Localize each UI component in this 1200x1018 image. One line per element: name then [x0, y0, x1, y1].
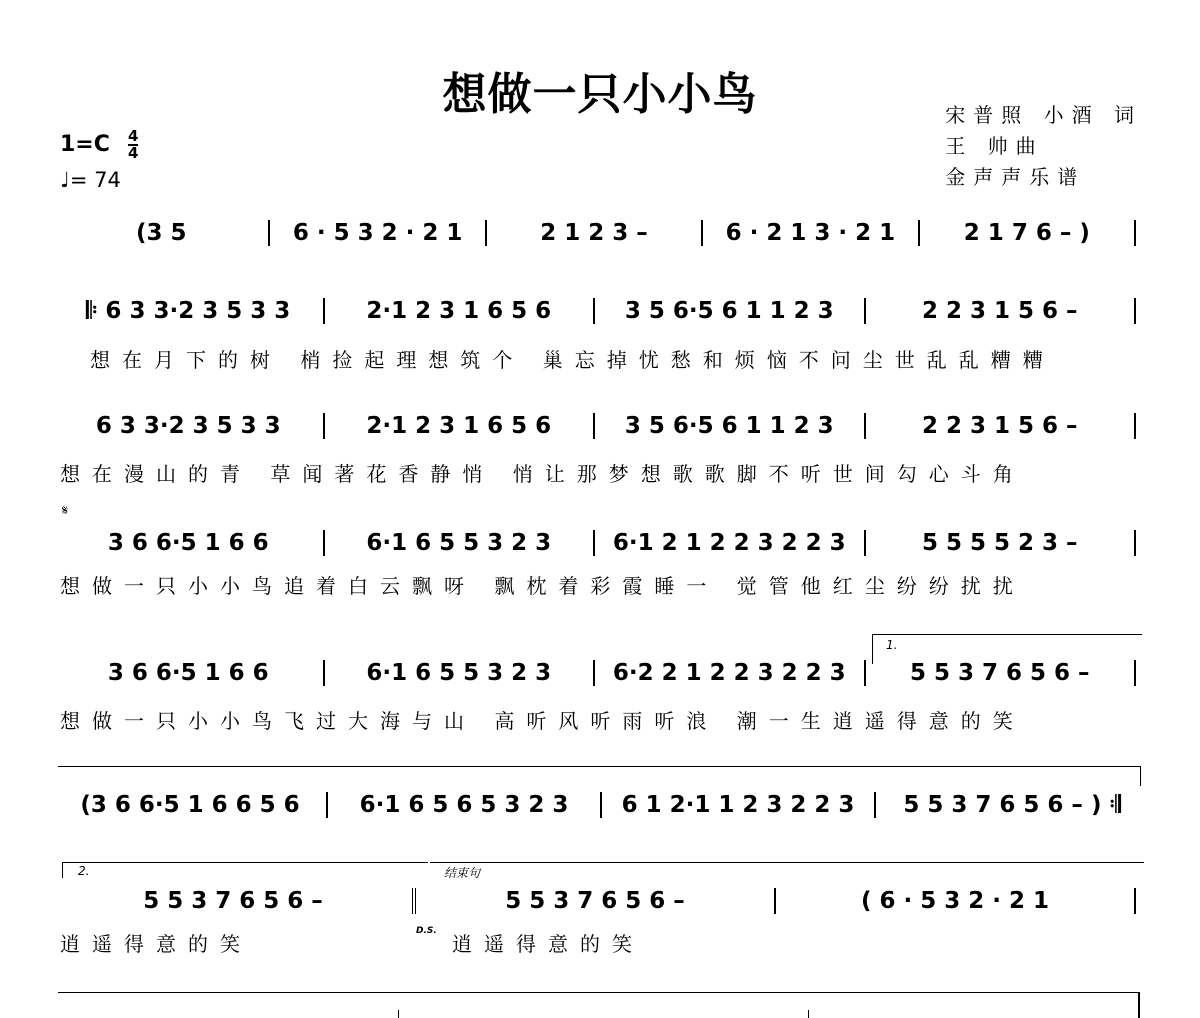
- lyric-line-1: 想在月下的树 梢捡起理想筑个 巢忘掉忧愁和烦恼不问尘世乱乱糟糟: [90, 348, 1055, 372]
- measure: 6·1 6 5 5 3 2 3: [366, 530, 552, 556]
- score-row-3: [60, 413, 1142, 439]
- measure: 3 6 6·5 1 6 6: [107, 530, 269, 556]
- measure: 6·1 6 5 5 3 2 3: [366, 660, 552, 686]
- ending-2-label: 2.: [78, 864, 90, 878]
- measure: 5 5 3 7 6 5 6 – ) 𝄇: [903, 792, 1121, 818]
- time-signature: 4 4: [128, 127, 139, 162]
- measure: 6 1 2·1 1 2 3 2 2 3: [621, 792, 855, 818]
- ds-mark: D.S.: [416, 926, 437, 936]
- measure: 5 5 3 7 6 5 6 –: [505, 888, 685, 914]
- measure: 5 5 3 7 6 5 6 –: [909, 660, 1090, 686]
- measure: (3 6 6·5 1 6 6 5 6: [80, 792, 300, 818]
- measure: 6 3 3·2 3 5 3 3: [95, 413, 281, 439]
- measure: 5 5 3 7 6 5 6 –: [143, 888, 323, 914]
- composer: 王 帅曲: [945, 134, 1044, 158]
- measure: 6 · 5 3 2 · 2 1: [292, 220, 463, 246]
- lyric-line-4: 想做一只小小鸟飞过大海与山 高听风听雨听浪 潮一生逍遥得意的笑: [60, 709, 1025, 733]
- measure: 6·1 2 1 2 2 3 2 2 3: [612, 530, 846, 556]
- measure: 2 2 3 1 5 6 –: [921, 298, 1078, 324]
- measure: 2·1 2 3 1 6 5 6: [366, 298, 552, 324]
- key-signature: 1=C: [60, 132, 110, 157]
- credits: [945, 100, 1142, 193]
- measure: 6·2 2 1 2 2 3 2 2 3: [612, 660, 846, 686]
- lyric-line-5: 逍遥得意的笑: [60, 932, 252, 956]
- score-row-1: [60, 220, 1142, 246]
- measure: 3 5 6·5 6 1 1 2 3: [624, 298, 834, 324]
- lyric-line-3: 想做一只小小鸟追着白云飘呀 飘枕着彩霞睡一 觉管他红尘纷纷扰扰: [60, 574, 1025, 598]
- measure: 2·1 2 3 1 6 5 6: [366, 413, 552, 439]
- tempo-marking: ♩= 74: [60, 168, 121, 192]
- lyricist: 宋普照 小酒 词: [945, 103, 1142, 127]
- score-row-7: [60, 888, 1142, 914]
- page-title: 想做一只小小鸟: [442, 69, 758, 120]
- segno-mark: 𝄋: [62, 503, 69, 519]
- measure: 2 2 3 1 5 6 –: [921, 413, 1078, 439]
- measure: ( 6 · 5 3 2 · 2 1: [860, 888, 1050, 914]
- score-row-6: [60, 792, 1142, 818]
- quarter-note-icon: ♩: [60, 168, 70, 192]
- coda-label: 结束句: [444, 866, 481, 880]
- measure: 3 5 6·5 6 1 1 2 3: [624, 413, 834, 439]
- score-row-4: [60, 530, 1142, 556]
- score-row-2: [60, 298, 1142, 324]
- measure: 3 6 6·5 1 6 6: [107, 660, 269, 686]
- measure: (3 5: [135, 220, 187, 246]
- ending-1-label: 1.: [886, 638, 898, 652]
- measure: 6 · 2 1 3 · 2 1: [725, 220, 896, 246]
- measure: 6·1 6 5 6 5 3 2 3: [359, 792, 569, 818]
- score-row-5: [60, 660, 1142, 686]
- lyric-line-6: 逍遥得意的笑: [452, 932, 644, 956]
- measure: 𝄆 6 3 3·2 3 5 3 3: [86, 298, 291, 324]
- transcriber: 金声声乐谱: [945, 165, 1086, 189]
- lyric-line-2: 想在漫山的青 草闻著花香静悄 悄让那梦想歌歌脚不听世间勾心斗角: [60, 462, 1025, 486]
- measure: 2 1 2 3 –: [540, 220, 648, 246]
- measure: 5 5 5 5 2 3 –: [921, 530, 1078, 556]
- measure: 2 1 7 6 – ): [963, 220, 1090, 246]
